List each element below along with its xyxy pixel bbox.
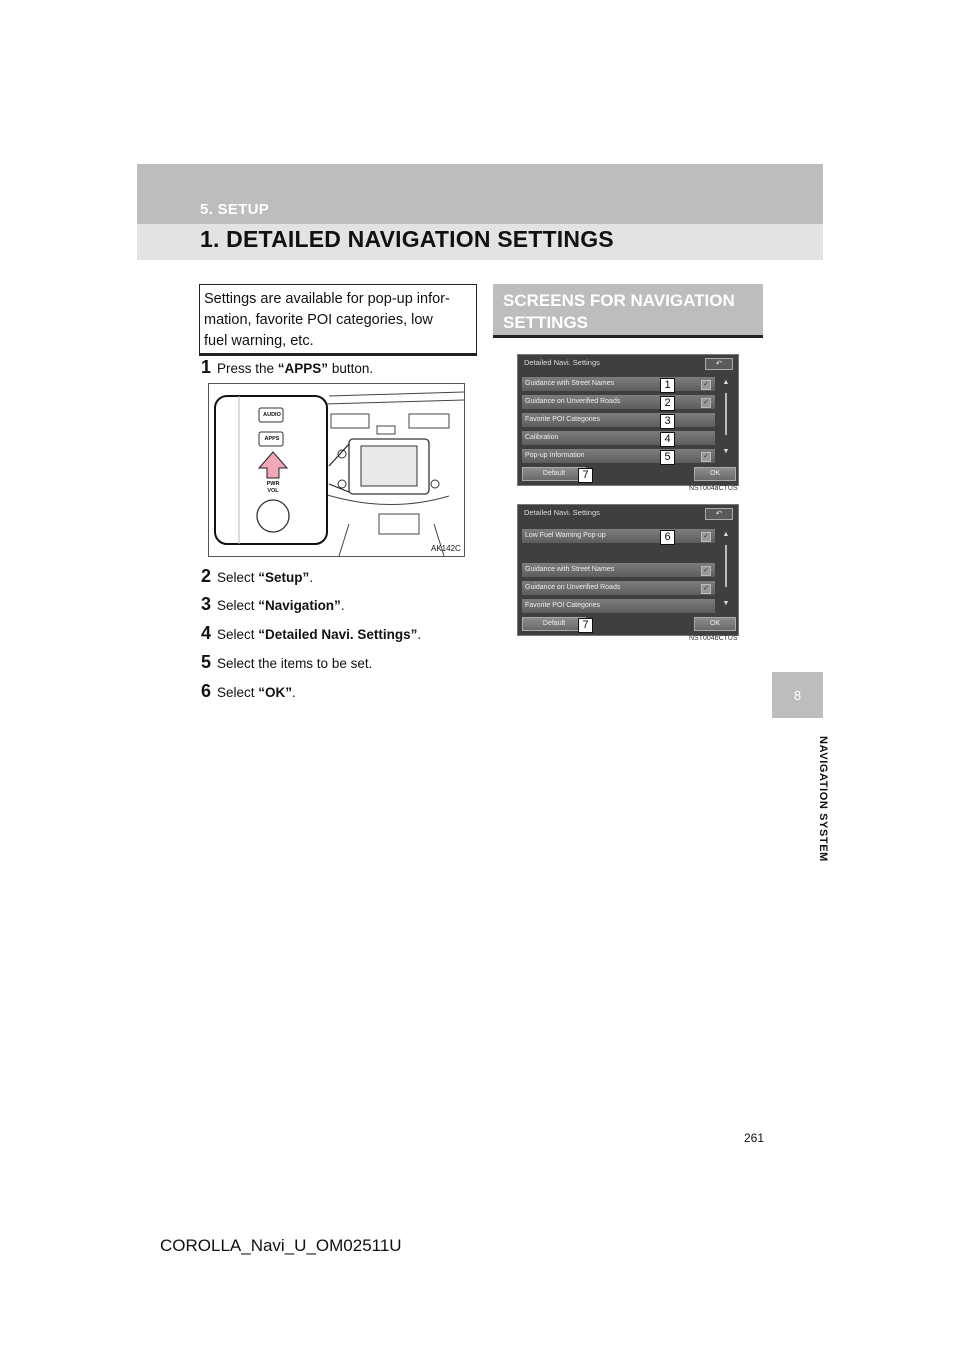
step-4: [201, 623, 421, 644]
step-number: 3: [201, 594, 212, 614]
figure-code: AK142C: [431, 544, 461, 553]
step-text: Select: [217, 598, 259, 613]
back-arrow-icon: ↶: [715, 359, 723, 368]
checkbox-icon[interactable]: ✓: [701, 398, 711, 408]
row-label: Pop-up Information: [525, 452, 585, 459]
step-keyword: “APPS”: [277, 361, 329, 376]
step-text: button.: [328, 361, 374, 376]
intro-line: mation, favorite POI categories, low: [204, 312, 433, 328]
apps-button-label: APPS: [264, 436, 280, 442]
row-label: Guidance on Unverified Roads: [525, 398, 621, 405]
callout-badge: 1: [660, 378, 675, 393]
step-number: 6: [201, 681, 212, 701]
chapter-tab: 8: [772, 672, 823, 718]
step-text: Select: [217, 627, 259, 642]
scrollbar[interactable]: [725, 393, 727, 435]
step-keyword: “Detailed Navi. Settings”: [258, 627, 418, 642]
step-number: 2: [201, 566, 212, 586]
step-text: Select the items to be set.: [217, 656, 373, 671]
callout-badge: 7: [578, 618, 593, 633]
back-button[interactable]: [705, 508, 733, 520]
step-text: .: [340, 598, 345, 613]
callout-badge: 4: [660, 432, 675, 447]
row-label: Guidance with Street Names: [525, 380, 615, 387]
section-label: 5. SETUP: [200, 201, 270, 218]
default-button[interactable]: Default: [522, 467, 586, 481]
intro-box: [199, 284, 477, 356]
step-text: .: [292, 685, 296, 700]
ok-button[interactable]: OK: [694, 467, 736, 481]
intro-line: Settings are available for pop-up infor-: [204, 291, 450, 307]
scroll-down-icon[interactable]: ▼: [722, 448, 730, 455]
row-label: Favorite POI Categories: [525, 416, 601, 423]
step-text: Press the: [217, 361, 278, 376]
ok-button[interactable]: OK: [694, 617, 736, 631]
default-button[interactable]: Default: [522, 617, 586, 631]
nav-settings-screen-1: [517, 354, 739, 486]
vol-label: VOL: [267, 488, 279, 494]
step-2: [201, 566, 313, 587]
checkbox-icon[interactable]: ✓: [701, 452, 711, 462]
step-text: .: [309, 570, 314, 585]
callout-badge: 5: [660, 450, 675, 465]
checkbox-icon[interactable]: ✓: [701, 380, 711, 390]
audio-button-label: AUDIO: [263, 412, 281, 418]
step-6: [201, 681, 296, 702]
step-number: 5: [201, 652, 212, 672]
row-low-fuel-warning[interactable]: [522, 529, 715, 543]
document-footer: COROLLA_Navi_U_OM02511U: [160, 1236, 402, 1255]
row-guidance-street-names[interactable]: [522, 563, 715, 577]
screen-code: NST004bCTUS: [689, 635, 738, 642]
step-text: Select: [217, 685, 259, 700]
screens-heading: SCREENS FOR NAVIGATION SETTINGS: [493, 284, 763, 338]
step-5: [201, 652, 372, 673]
scrollbar[interactable]: [725, 545, 727, 587]
row-label: Guidance on Unverified Roads: [525, 584, 621, 591]
checkbox-icon[interactable]: ✓: [701, 566, 711, 576]
row-guidance-unverified-roads[interactable]: [522, 581, 715, 595]
step-3: [201, 594, 345, 615]
row-label: Calibration: [525, 434, 559, 441]
chapter-title-vertical: NAVIGATION SYSTEM: [817, 736, 829, 862]
scroll-up-icon[interactable]: ▲: [722, 531, 730, 538]
intro-line: fuel warning, etc.: [204, 333, 314, 349]
screen-title: Detailed Navi. Settings: [524, 358, 600, 367]
step-number: 4: [201, 623, 212, 643]
row-calibration[interactable]: [522, 431, 715, 445]
screen-title: Detailed Navi. Settings: [524, 508, 600, 517]
dashboard-drawing: [209, 384, 464, 556]
step-1: [201, 357, 373, 378]
screen-code: NST004aCTUS: [689, 485, 738, 492]
back-button[interactable]: [705, 358, 733, 370]
row-label: Favorite POI Categories: [525, 602, 601, 609]
step-keyword: “Setup”: [258, 570, 310, 585]
callout-badge: 3: [660, 414, 675, 429]
row-guidance-unverified-roads[interactable]: [522, 395, 715, 409]
back-arrow-icon: ↶: [715, 509, 723, 518]
checkbox-icon[interactable]: ✓: [701, 584, 711, 594]
callout-badge: 7: [578, 468, 593, 483]
row-favorite-poi[interactable]: [522, 413, 715, 427]
step-text: .: [417, 627, 422, 642]
apps-button-illustration: [208, 383, 465, 557]
callout-badge: 6: [660, 530, 675, 545]
step-keyword: “Navigation”: [258, 598, 341, 613]
nav-settings-screen-2: [517, 504, 739, 636]
checkbox-icon[interactable]: ✓: [701, 532, 711, 542]
step-text: Select: [217, 570, 259, 585]
pwr-label: PWR: [266, 481, 280, 487]
callout-badge: 2: [660, 396, 675, 411]
row-label: Guidance with Street Names: [525, 566, 615, 573]
row-popup-information[interactable]: [522, 449, 715, 463]
step-number: 1: [201, 357, 212, 377]
page-number: 261: [744, 1131, 765, 1145]
row-favorite-poi[interactable]: [522, 599, 715, 613]
step-keyword: “OK”: [258, 685, 293, 700]
scroll-down-icon[interactable]: ▼: [722, 600, 730, 607]
row-guidance-street-names[interactable]: [522, 377, 715, 391]
scroll-up-icon[interactable]: ▲: [722, 379, 730, 386]
row-label: Low Fuel Warning Pop-up: [525, 532, 606, 539]
page-title: 1. DETAILED NAVIGATION SETTINGS: [200, 226, 614, 252]
